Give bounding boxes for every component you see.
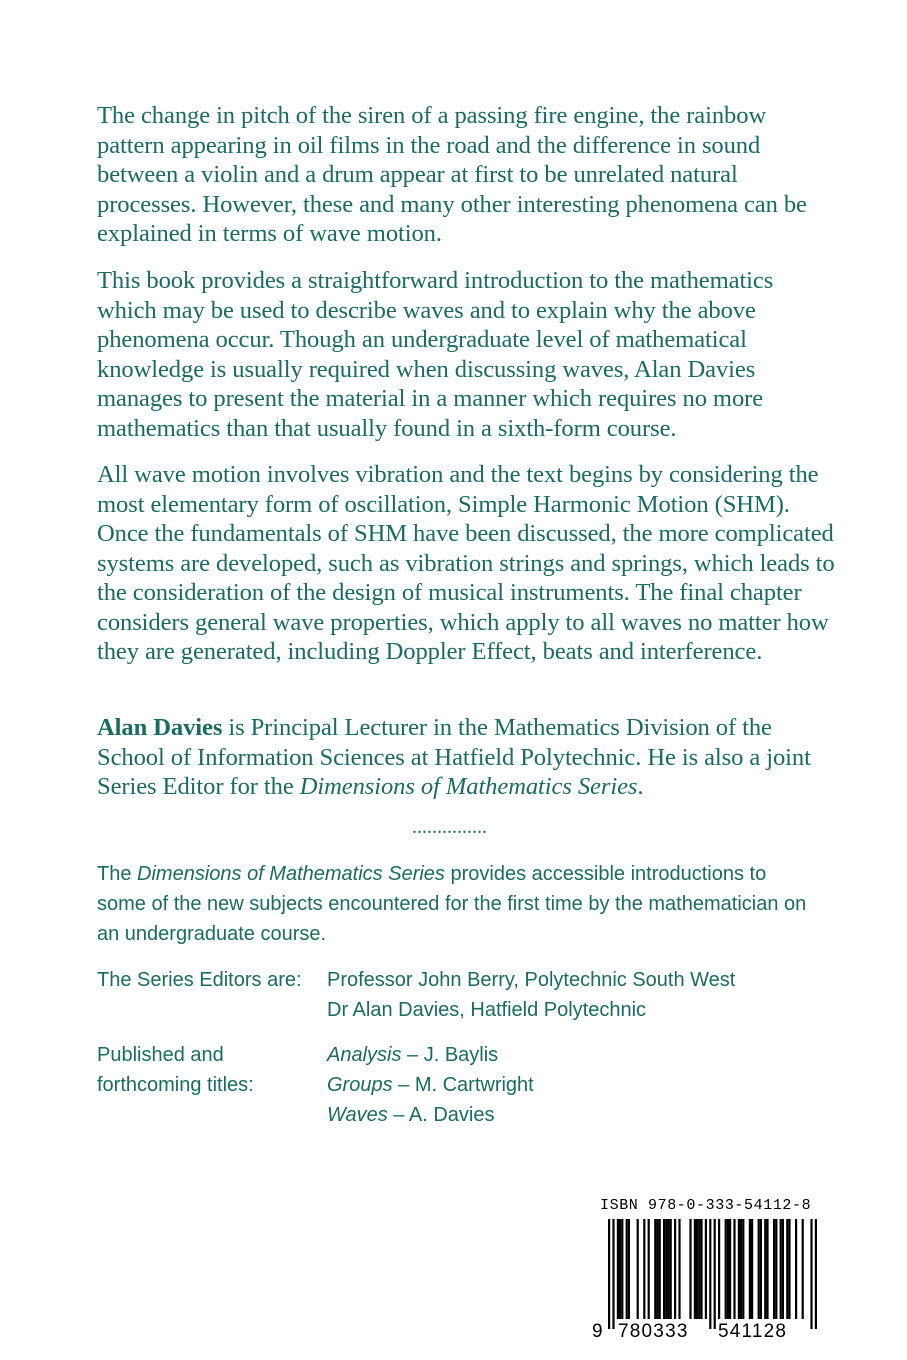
barcode-bar (667, 1219, 669, 1319)
barcode-bar (628, 1219, 630, 1319)
published-titles-label (97, 1040, 317, 1100)
barcode-bar (705, 1219, 707, 1319)
title-entry (327, 1070, 847, 1100)
barcode-bar (740, 1219, 742, 1319)
barcode-bar (648, 1219, 650, 1319)
barcode-bar (694, 1219, 696, 1319)
barcode-digits-right: 541128 (718, 1321, 788, 1342)
title-author: – M. Cartwright (392, 1074, 534, 1096)
barcode-digits-left: 780333 (618, 1321, 689, 1342)
series-editor: Dr Alan Davies, Hatfield Polytechnic (327, 999, 647, 1021)
barcode-bar (727, 1219, 729, 1319)
series-intro-post: provides accessible introductions to some of the new subjects encountered for the first time by the mathematician on an undergraduate course. (97, 863, 807, 945)
barcode-bar (709, 1219, 711, 1329)
title-name: Waves (327, 1104, 388, 1126)
title-author: – J. Baylis (401, 1044, 499, 1066)
barcode-bar (665, 1219, 667, 1319)
barcode-bar (795, 1219, 797, 1319)
barcode-bar (815, 1219, 817, 1329)
series-intro-title: Dimensions of Mathematics Series (137, 863, 445, 885)
barcode-bar (733, 1219, 735, 1319)
barcode-bar (764, 1219, 766, 1319)
barcode-bar (773, 1219, 775, 1319)
blurb-paragraph-2: This book provides a straightforward introduction to the mathematics which may be used to describe waves and to explain why the above phenomena occur. Though an undergraduate level of mathematical knowledge is usually required when discussing waves, Alan Davies manages to present the material in a manner which requires no more mathematics than that usually found in a sixth-form course. (97, 267, 774, 442)
author-name: Alan Davies (97, 714, 223, 741)
title-author: – A. Davies (387, 1104, 495, 1126)
title-entry (327, 1100, 847, 1130)
barcode-bar (700, 1219, 702, 1319)
barcode-bar (780, 1219, 782, 1319)
series-editors-list (327, 965, 847, 1025)
barcode-bar (738, 1219, 740, 1319)
barcode-bar (758, 1219, 760, 1319)
series-intro-pre: The (97, 863, 138, 885)
series-editor: Professor John Berry, Polytechnic South West (327, 969, 736, 991)
barcode-bar (643, 1219, 645, 1319)
isbn-number: ISBN 978-0-333-54112-8 (600, 1197, 812, 1214)
blurb-paragraph-3: All wave motion involves vibration and the text begins by considering the most elementary form of oscillation, Simple Harmonic Motion (SHM). Once the fundamentals of SHM have been discussed, the more complicated systems are developed, such as vibration strings and springs, which leads to the consideration of the design of musical instruments. The final chapter considers general wave properties, which apply to all waves no matter how they are generated, including Doppler Effect, beats and interference. (97, 461, 835, 665)
barcode-bar (659, 1219, 661, 1319)
barcode-bar (714, 1219, 716, 1329)
published-titles-label-line-2: forthcoming titles: (97, 1074, 254, 1096)
barcode-bar (663, 1219, 665, 1319)
barcode-bar (674, 1219, 676, 1319)
barcode-bar (802, 1219, 804, 1319)
barcode-bar (718, 1219, 720, 1319)
series-editors-label: The Series Editors are: (97, 969, 302, 991)
barcode-bar (775, 1219, 777, 1319)
barcode-bar (782, 1219, 784, 1319)
author-bio-text: is Principal Lecturer in the Mathematics Division of the School of Information Sciences at Hatfield Polytechnic. He is also a joint Series Editor for the (97, 714, 811, 800)
barcode-bar (621, 1219, 623, 1319)
barcode-bar (617, 1219, 619, 1319)
barcode-bar (626, 1219, 628, 1319)
author-bio (97, 713, 837, 802)
barcode-bar (656, 1219, 658, 1319)
barcode-bar (654, 1219, 656, 1319)
barcode-bar (760, 1219, 762, 1319)
barcode-bar (670, 1219, 672, 1319)
barcode-bar (608, 1219, 610, 1329)
barcode-bar (698, 1219, 700, 1319)
author-bio-end: . (637, 773, 644, 800)
barcode-bar (678, 1219, 680, 1319)
title-name: Analysis (327, 1044, 402, 1066)
isbn-barcode (590, 1197, 822, 1353)
barcode-bar (689, 1219, 691, 1319)
title-name: Groups (327, 1074, 393, 1096)
barcode-bar (725, 1219, 727, 1319)
barcode-bar (619, 1219, 621, 1319)
barcode-bar (749, 1219, 751, 1319)
published-titles-label-line-1: Published and (97, 1044, 224, 1066)
section-divider: ............... (412, 816, 487, 838)
barcode-digit-first: 9 (592, 1321, 603, 1342)
barcode-bar (751, 1219, 753, 1319)
barcode-bar (742, 1219, 744, 1319)
barcode-bar (729, 1219, 731, 1319)
barcode-bar (788, 1219, 790, 1319)
blurb-paragraph-1: The change in pitch of the siren of a passing fire engine, the rainbow pattern appearing in oil films in the road and the difference in sound between a violin and a drum appear at first to be unrelated natural processes. However, these and many other interesting phenomena can be explained in terms of wave motion. (97, 102, 807, 247)
barcode-bar (637, 1219, 639, 1319)
barcode-bar (696, 1219, 698, 1319)
series-intro (97, 859, 817, 949)
barcode-bar (612, 1219, 614, 1329)
barcode-bar (786, 1219, 788, 1319)
author-series-title: Dimensions of Mathematics Series (299, 773, 638, 800)
published-titles-list (327, 1040, 847, 1130)
barcode-bar (810, 1219, 812, 1329)
barcode-bar (766, 1219, 768, 1319)
title-entry (327, 1040, 847, 1070)
